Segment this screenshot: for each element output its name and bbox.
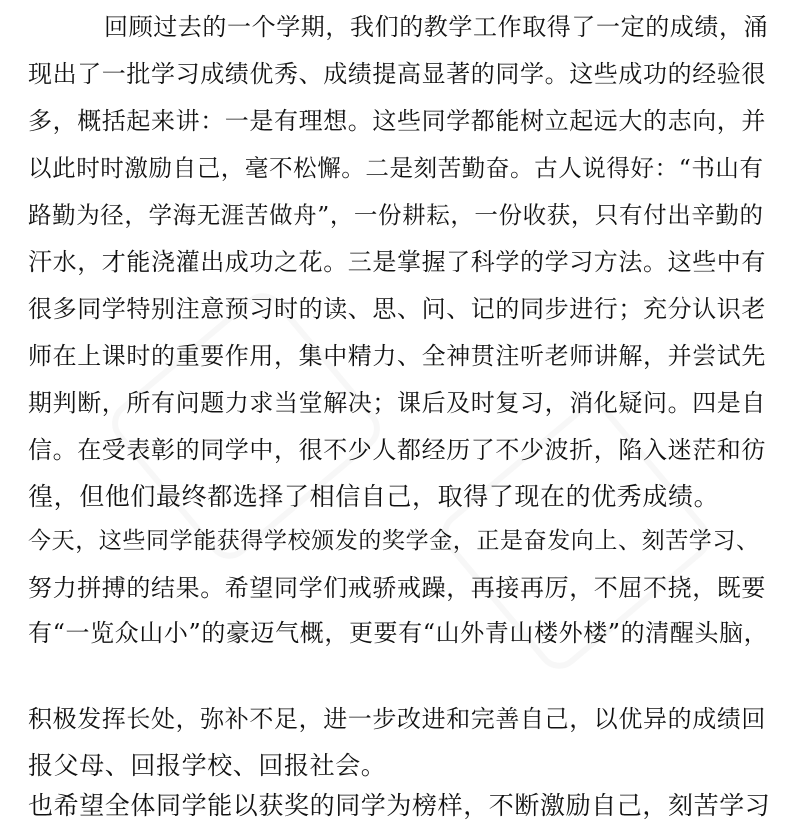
paragraph-line: 也希望全体同学能以获奖的同学为榜样，不断激励自己，刻苦学习 [28,791,771,820]
paragraph-line: 多，概括起来讲：一是有理想。这些同学都能树立起远大的志向，并 [28,107,766,135]
paragraph-line: 今天，这些同学能获得学校颁发的奖学金，正是奋发向上、刻苦学习、 [28,528,760,554]
paragraph-line: 现出了一批学习成绩优秀、成绩提高显著的同学。这些成功的经验很 [28,60,766,88]
paragraph-line: 路勤为径，学海无涯苦做舟”，一份耕耘，一份收获，只有付出辛勤的 [28,201,764,229]
paragraph-line: 努力拼搏的结果。希望同学们戒骄戒躁，再接再厉，不屈不挠，既要 [28,574,766,602]
paragraph-line: 师在上课时的重要作用，集中精力、全神贯注听老师讲解，并尝试先 [28,342,766,370]
paragraph-line: 报父母、回报学校、回报社会。 [28,751,387,780]
paragraph-line: 徨，但他们最终都选择了相信自己，取得了现在的优秀成绩。 [28,482,720,511]
paragraph-line: 积极发挥长处，弥补不足，进一步改进和完善自己，以优异的成绩回 [28,705,766,733]
paragraph-line: 很多同学特别注意预习时的读、思、问、记的同步进行；充分认识老 [28,295,766,323]
paragraph-line: 有“一览众山小”的豪迈气概，更要有“山外青山楼外楼”的清醒头脑， [28,619,769,647]
paragraph-line: 汗水，才能浇灌出成功之花。三是掌握了科学的学习方法。这些中有 [28,248,766,276]
paragraph-line: 期判断，所有问题力求当堂解决；课后及时复习，消化疑问。四是自 [28,389,766,417]
paragraph-line: 回顾过去的一个学期，我们的教学工作取得了一定的成绩，涌 [104,13,769,41]
paragraph-line: 信。在受表彰的同学中，很不少人都经历了不少波折，陷入迷茫和彷 [28,436,766,464]
paragraph-line: 以此时时激励自己，毫不松懈。二是刻苦勤奋。古人说得好：“书山有 [28,154,764,182]
